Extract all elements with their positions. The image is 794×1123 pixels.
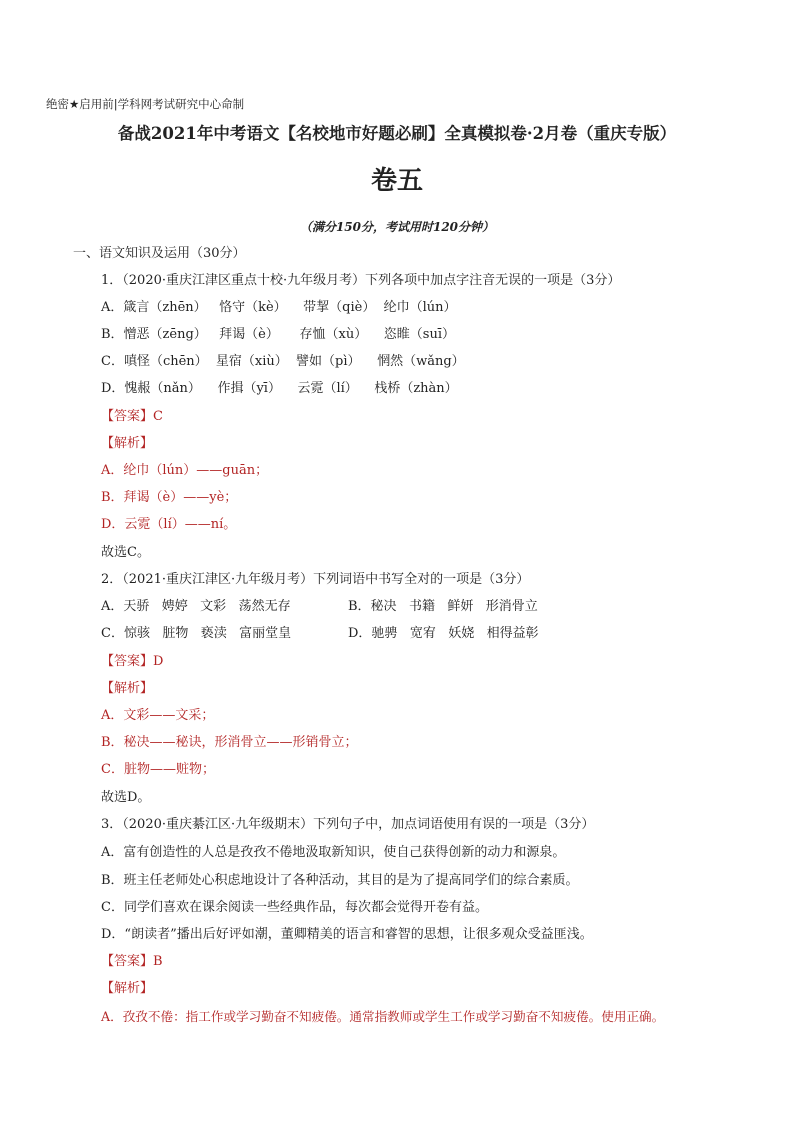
q1-option-d: D．愧赧（nǎn） 作揖（yī） 云霓（lí） 栈桥（zhàn） bbox=[101, 381, 458, 396]
q1-analysis-line: A．纶巾（lún）——guān； bbox=[101, 463, 269, 478]
q3-analysis-line: A．孜孜不倦：指工作或学习勤奋不知疲倦。通常指教师或学生工作或学习勤奋不知疲倦。使用正确。 bbox=[101, 1009, 665, 1024]
q3-option-a: A．富有创造性的人总是孜孜不倦地汲取新知识，使自己获得创新的动力和源泉。 bbox=[101, 845, 566, 860]
q2-option-d: D．驰骋 宽宥 妖娆 相得益彰 bbox=[348, 626, 539, 641]
q1-analysis-line: B．拜谒（è）——yè； bbox=[101, 490, 238, 505]
classified-label: 绝密★启用前|学科网考试研究中心命制 bbox=[46, 97, 245, 111]
q2-option-c: C．惊骇 脏物 亵渎 富丽堂皇 bbox=[101, 626, 292, 641]
q1-option-c: C．嗔怪（chēn） 星宿（xiù） 譬如（pì） 惘然（wǎng） bbox=[101, 354, 465, 369]
q3-option-d: D．“朗读者”播出后好评如潮，董卿精美的语言和睿智的思想，让很多观众受益匪浅。 bbox=[101, 927, 593, 942]
q2-option-a: A．天骄 娉婷 文彩 荡然无存 bbox=[101, 599, 291, 614]
q3-analysis-label: 【解析】 bbox=[101, 981, 154, 996]
q1-stem: 1．（2020·重庆江津区重点十校·九年级月考）下列各项中加点字注音无误的一项是（3分） bbox=[101, 273, 621, 288]
paper-title: 备战2021年中考语文【名校地市好题必刷】全真模拟卷·2月卷（重庆专版） bbox=[117, 124, 677, 143]
q2-analysis-label: 【解析】 bbox=[101, 681, 154, 696]
q1-analysis-label: 【解析】 bbox=[101, 436, 154, 451]
q1-option-a: A．箴言（zhēn） 恪守（kè） 带挈（qiè） 纶巾（lún） bbox=[101, 300, 457, 315]
q2-option-b: B．秘决 书籍 鲜妍 形消骨立 bbox=[348, 599, 538, 614]
q2-analysis-line: B．秘决——秘诀，形消骨立——形销骨立； bbox=[101, 735, 358, 750]
q2-conclusion: 故选D。 bbox=[101, 790, 151, 805]
q2-answer: 【答案】D bbox=[101, 654, 164, 669]
volume-title: 卷五 bbox=[370, 166, 423, 196]
q2-analysis-line: A．文彩——文采； bbox=[101, 708, 215, 723]
q3-answer: 【答案】B bbox=[101, 954, 163, 969]
q1-conclusion: 故选C。 bbox=[101, 545, 150, 560]
section-heading: 一、语文知识及运用（30分） bbox=[73, 246, 246, 261]
q2-analysis-line: C．脏物——赃物； bbox=[101, 762, 215, 777]
q2-stem: 2．（2021·重庆江津区·九年级月考）下列词语中书写全对的一项是（3分） bbox=[101, 572, 530, 587]
q1-analysis-line: D．云霓（lí）——ní。 bbox=[101, 517, 237, 532]
q1-option-b: B．憎恶（zēng） 拜谒（è） 存恤（xù） 恣睢（suī） bbox=[101, 327, 455, 342]
q3-option-c: C．同学们喜欢在课余阅读一些经典作品，每次都会觉得开卷有益。 bbox=[101, 900, 488, 915]
score-note: （满分150分，考试用时120分钟） bbox=[299, 220, 495, 234]
q3-stem: 3．（2020·重庆綦江区·九年级期末）下列句子中，加点词语使用有误的一项是（3分） bbox=[101, 817, 595, 832]
q3-option-b: B．班主任老师处心积虑地设计了各种活动，其目的是为了提高同学们的综合素质。 bbox=[101, 873, 579, 888]
q1-answer: 【答案】C bbox=[101, 409, 163, 424]
